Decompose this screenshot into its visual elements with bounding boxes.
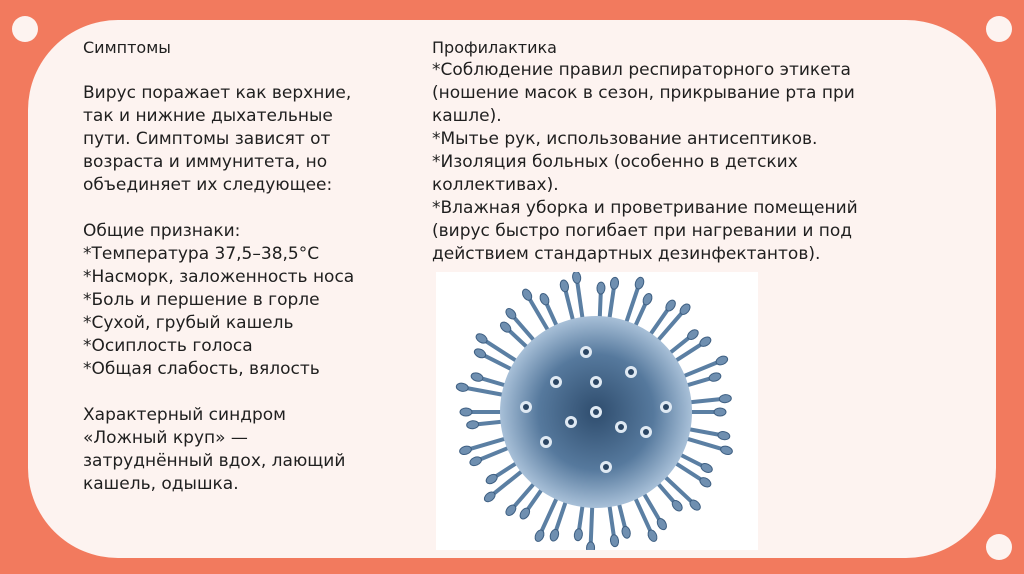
corner-dot-bottom-right bbox=[986, 534, 1012, 560]
sign-item: *Общая слабость, вялость bbox=[83, 359, 320, 379]
prevention-line: *Влажная уборка и проветривание помещений bbox=[432, 198, 858, 218]
prevention-line: действием стандартных дезинфектантов). bbox=[432, 244, 821, 264]
corner-dot-top-left bbox=[12, 16, 38, 42]
prevention-line: *Соблюдение правил респираторного этикета bbox=[432, 60, 851, 80]
intro-line: возраста и иммунитета, но bbox=[83, 152, 328, 172]
prevention-line: коллективах). bbox=[432, 175, 559, 195]
signs-list bbox=[83, 243, 403, 381]
symptoms-intro bbox=[83, 82, 403, 197]
syndrome-text bbox=[83, 404, 403, 496]
sign-item: *Насморк, заложенность носа bbox=[83, 267, 355, 287]
sign-item: *Осиплость голоса bbox=[83, 336, 253, 356]
symptoms-column bbox=[83, 36, 403, 496]
syndrome-line: Характерный синдром bbox=[83, 405, 286, 425]
prevention-line: *Изоляция больных (особенно в детских bbox=[432, 152, 798, 172]
prevention-heading: Профилактика bbox=[432, 38, 557, 57]
sign-item: *Боль и першение в горле bbox=[83, 290, 320, 310]
prevention-column bbox=[432, 36, 902, 266]
prevention-line: кашле). bbox=[432, 106, 502, 126]
virus-image bbox=[436, 272, 758, 550]
prevention-line: (вирус быстро погибает при нагревании и под bbox=[432, 221, 853, 241]
prevention-line: *Мытье рук, использование антисептиков. bbox=[432, 129, 818, 149]
intro-line: Вирус поражает как верхние, bbox=[83, 83, 352, 103]
intro-line: пути. Симптомы зависят от bbox=[83, 129, 331, 149]
syndrome-line: «Ложный круп» — bbox=[83, 428, 248, 448]
syndrome-line: затруднённый вдох, лающий bbox=[83, 451, 346, 471]
syndrome-line: кашель, одышка. bbox=[83, 474, 239, 494]
corner-dot-top-right bbox=[986, 16, 1012, 42]
intro-line: объединяет их следующее: bbox=[83, 175, 333, 195]
signs-heading: Общие признаки: bbox=[83, 221, 241, 241]
prevention-line: (ношение масок в сезон, прикрывание рта при bbox=[432, 83, 855, 103]
virus-icon bbox=[436, 272, 758, 550]
sign-item: *Сухой, грубый кашель bbox=[83, 313, 294, 333]
sign-item: *Температура 37,5–38,5°C bbox=[83, 244, 320, 264]
intro-line: так и нижние дыхательные bbox=[83, 106, 333, 126]
symptoms-heading: Симптомы bbox=[83, 38, 171, 57]
